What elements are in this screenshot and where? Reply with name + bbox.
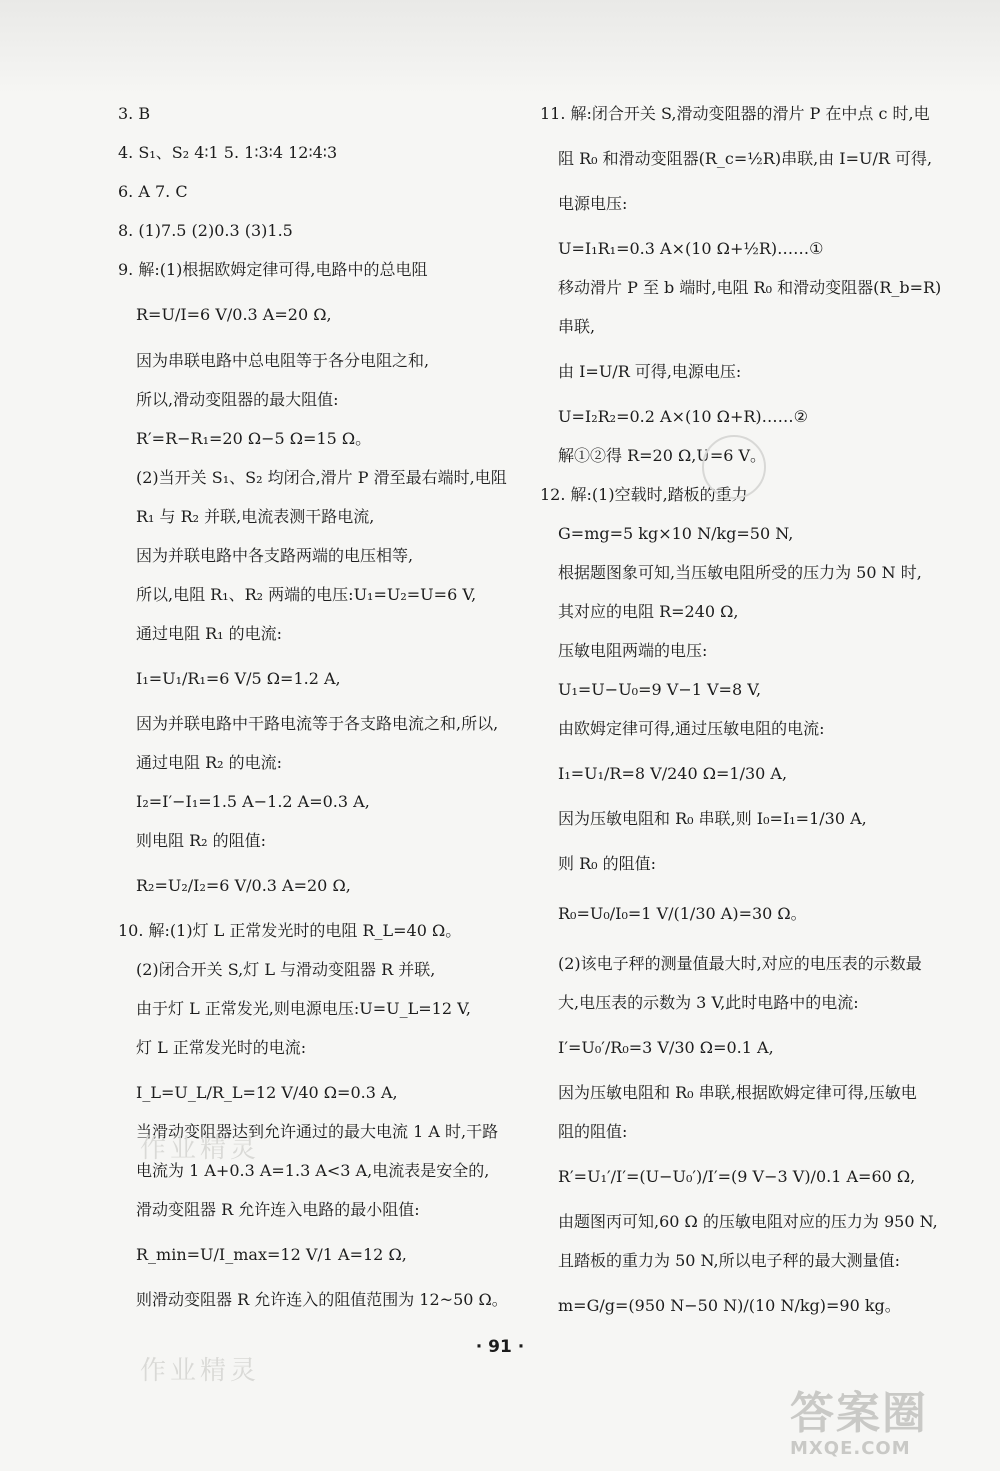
answer-line: (2)该电子秤的测量值最大时,对应的电压表的示数最 xyxy=(558,954,922,973)
answer-line: G=mg=5 kg×10 N/kg=50 N, xyxy=(558,524,794,543)
answer-line: I₁=U₁/R₁=6 V/5 Ω=1.2 A, xyxy=(136,669,341,688)
answer-line: 8. (1)7.5 (2)0.3 (3)1.5 xyxy=(118,221,293,240)
answer-line: (2)当开关 S₁、S₂ 均闭合,滑片 P 滑至最右端时,电阻 xyxy=(136,468,507,487)
logo-text: 答案圈 xyxy=(790,1388,928,1439)
answer-line: R₂=U₂/I₂=6 V/0.3 A=20 Ω, xyxy=(136,876,351,895)
answer-line: 由题图丙可知,60 Ω 的压敏电阻对应的压力为 950 N, xyxy=(558,1212,938,1231)
answer-line: I_L=U_L/R_L=12 V/40 Ω=0.3 A, xyxy=(136,1083,398,1102)
answer-line: 通过电阻 R₂ 的电流: xyxy=(136,753,283,772)
answer-line: R₁ 与 R₂ 并联,电流表测干路电流, xyxy=(136,507,375,526)
answer-line: 根据题图象可知,当压敏电阻所受的压力为 50 N 时, xyxy=(558,563,922,582)
answer-line: 6. A 7. C xyxy=(118,182,188,201)
stamp-mark xyxy=(702,435,766,499)
answer-line: R_min=U/I_max=12 V/1 A=12 Ω, xyxy=(136,1245,407,1264)
page-number: · 91 · xyxy=(475,1337,525,1357)
answer-line: R′=U₁′/I′=(U−U₀′)/I′=(9 V−3 V)/0.1 A=60 Ω, xyxy=(558,1167,916,1186)
answer-column-right xyxy=(540,104,960,1316)
site-logo-watermark xyxy=(790,1390,990,1465)
answer-line: 其对应的电阻 R=240 Ω, xyxy=(558,602,739,621)
answer-line: R₀=U₀/I₀=1 V/(1/30 A)=30 Ω。 xyxy=(558,904,807,923)
answer-line: 11. 解:闭合开关 S,滑动变阻器的滑片 P 在中点 c 时,电 xyxy=(540,104,930,123)
answer-line: 因为压敏电阻和 R₀ 串联,根据欧姆定律可得,压敏电 xyxy=(558,1083,917,1102)
answer-line: 灯 L 正常发光时的电流: xyxy=(136,1038,307,1057)
answer-line: 滑动变阻器 R 允许连入电路的最小阻值: xyxy=(136,1200,420,1219)
answer-line: 大,电压表的示数为 3 V,此时电路中的电流: xyxy=(558,993,859,1012)
answer-line: 电源电压: xyxy=(558,194,628,213)
answer-line: 串联, xyxy=(558,317,596,336)
answer-line: 移动滑片 P 至 b 端时,电阻 R₀ 和滑动变阻器(R_b=R) xyxy=(558,278,942,297)
answer-line: 电流为 1 A+0.3 A=1.3 A<3 A,电流表是安全的, xyxy=(136,1161,490,1180)
answer-line: U=I₂R₂=0.2 A×(10 Ω+R)……② xyxy=(558,407,808,426)
answer-line: 由 I=U/R 可得,电源电压: xyxy=(558,362,742,381)
answer-line: I₂=I′−I₁=1.5 A−1.2 A=0.3 A, xyxy=(136,792,370,811)
answer-line: 压敏电阻两端的电压: xyxy=(558,641,708,660)
answer-line: 10. 解:(1)灯 L 正常发光时的电阻 R_L=40 Ω。 xyxy=(118,921,462,940)
answer-line: m=G/g=(950 N−50 N)/(10 N/kg)=90 kg。 xyxy=(558,1296,901,1315)
answer-line: 因为压敏电阻和 R₀ 串联,则 I₀=I₁=1/30 A, xyxy=(558,809,867,828)
answer-line: R=U/I=6 V/0.3 A=20 Ω, xyxy=(136,305,332,324)
answer-line: 通过电阻 R₁ 的电流: xyxy=(136,624,283,643)
answer-line: (2)闭合开关 S,灯 L 与滑动变阻器 R 并联, xyxy=(136,960,436,979)
answer-line: 则电阻 R₂ 的阻值: xyxy=(136,831,267,850)
answer-line: U₁=U−U₀=9 V−1 V=8 V, xyxy=(558,680,762,699)
answer-line: I′=U₀′/R₀=3 V/30 Ω=0.1 A, xyxy=(558,1038,774,1057)
answer-line: 由于灯 L 正常发光,则电源电压:U=U_L=12 V, xyxy=(136,999,471,1018)
answer-line: 则 R₀ 的阻值: xyxy=(558,854,657,873)
answer-line: 解①②得 R=20 Ω,U=6 V。 xyxy=(558,446,767,465)
answer-line: 由欧姆定律可得,通过压敏电阻的电流: xyxy=(558,719,825,738)
answer-line: R′=R−R₁=20 Ω−5 Ω=15 Ω。 xyxy=(136,429,372,448)
answer-line: 12. 解:(1)空载时,踏板的重力 xyxy=(540,485,748,504)
scan-header-band xyxy=(0,0,1000,95)
answer-line: 因为并联电路中干路电流等于各支路电流之和,所以, xyxy=(136,714,499,733)
answer-line: U=I₁R₁=0.3 A×(10 Ω+½R)……① xyxy=(558,239,824,258)
answer-line: 3. B xyxy=(118,104,151,123)
watermark-text: 作业精灵 xyxy=(140,1134,261,1164)
logo-url: MXQE.COM xyxy=(790,1438,911,1459)
answer-line: 阻的阻值: xyxy=(558,1122,628,1141)
answer-line: 9. 解:(1)根据欧姆定律可得,电路中的总电阻 xyxy=(118,260,428,279)
answer-line: 4. S₁、S₂ 4∶1 5. 1∶3∶4 12∶4∶3 xyxy=(118,143,338,162)
answer-line: 且踏板的重力为 50 N,所以电子秤的最大测量值: xyxy=(558,1251,900,1270)
watermark-text: 作业精灵 xyxy=(140,1356,261,1386)
answer-line: 所以,电阻 R₁、R₂ 两端的电压:U₁=U₂=U=6 V, xyxy=(136,585,477,604)
answer-line: I₁=U₁/R=8 V/240 Ω=1/30 A, xyxy=(558,764,788,783)
answer-line: 因为并联电路中各支路两端的电压相等, xyxy=(136,546,414,565)
answer-line: 当滑动变阻器达到允许通过的最大电流 1 A 时,干路 xyxy=(136,1122,499,1141)
answer-line: 所以,滑动变阻器的最大阻值: xyxy=(136,390,339,409)
answer-line: 因为串联电路中总电阻等于各分电阻之和, xyxy=(136,351,430,370)
answer-line: 阻 R₀ 和滑动变阻器(R_c=½R)串联,由 I=U/R 可得, xyxy=(558,149,933,168)
answer-line: 则滑动变阻器 R 允许连入的阻值范围为 12~50 Ω。 xyxy=(136,1290,508,1309)
